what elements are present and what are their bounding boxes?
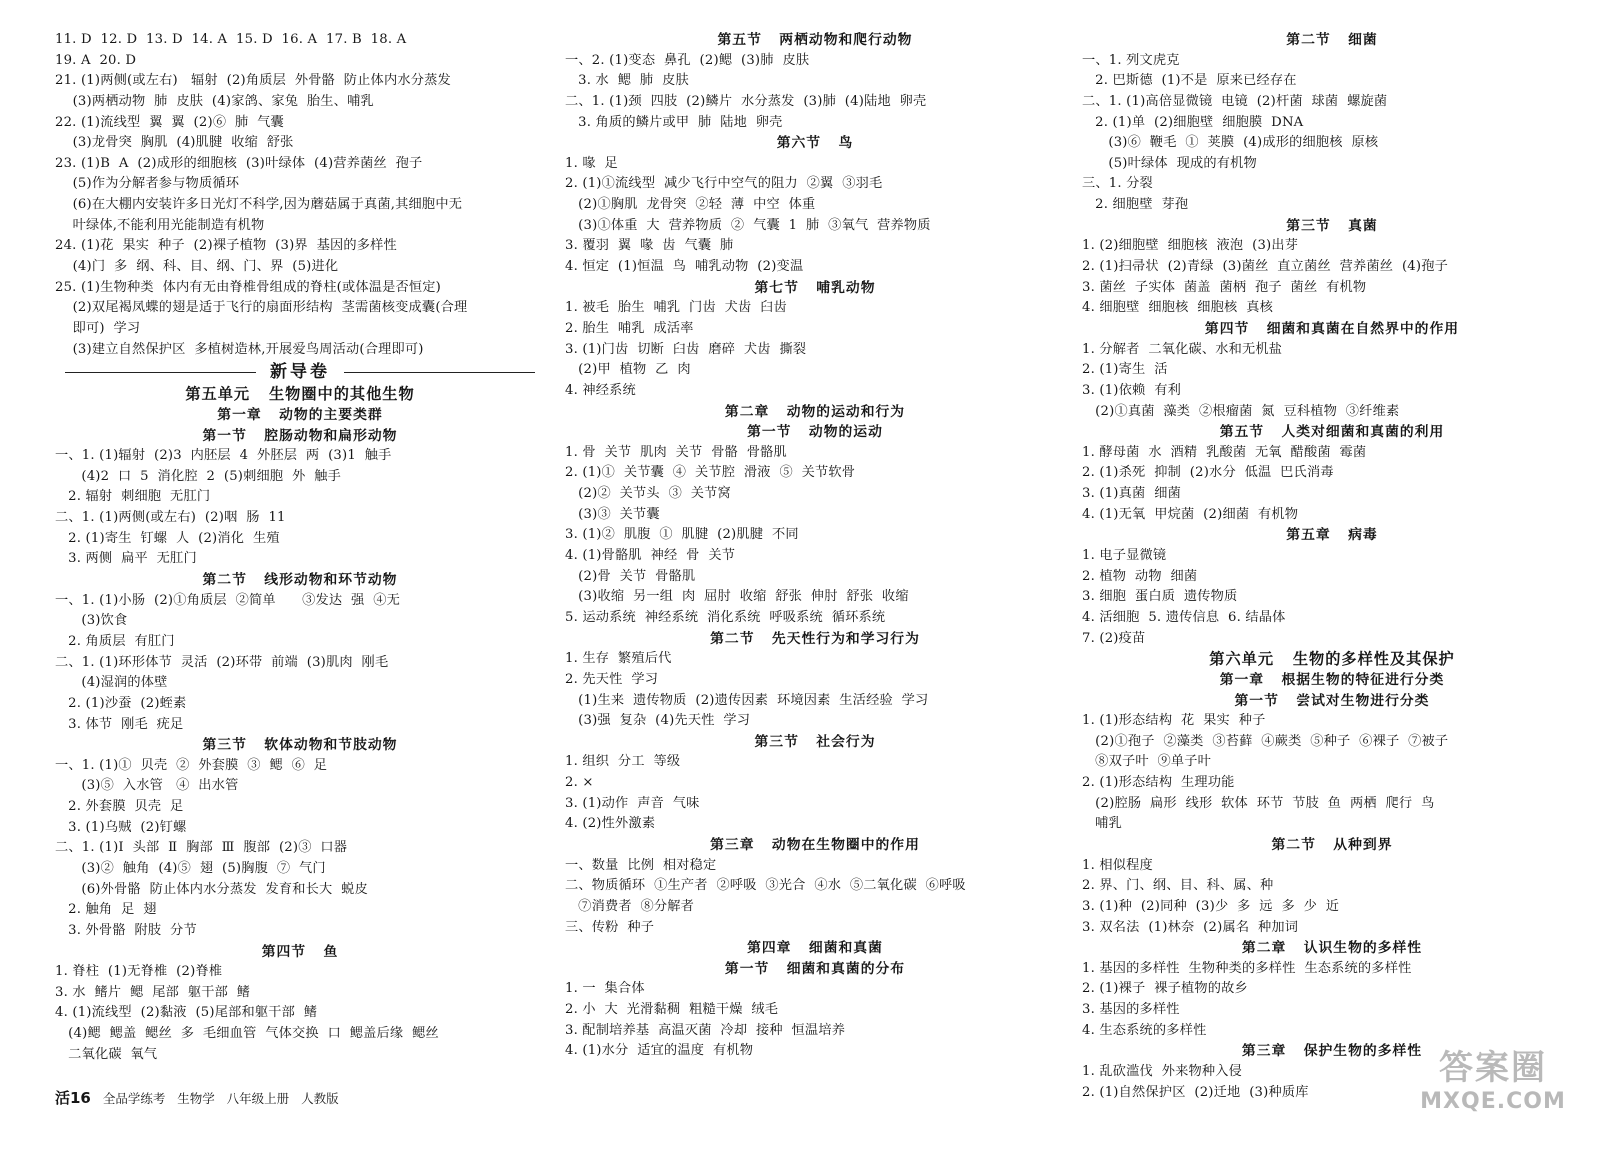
answer-column-right — [1082, 30, 1582, 1103]
answer-line: 22. (1)流线型 翼 翼 (2)⑥ 肺 气囊 — [55, 114, 284, 130]
answer-line: 4. 神经系统 — [565, 382, 636, 398]
answer-line: (3)③ 关节囊 — [565, 506, 660, 522]
section-heading: 第五节 两栖动物和爬行动物 — [717, 32, 913, 48]
section-heading: 第一章 动物的主要类群 — [217, 406, 383, 423]
answer-line: 2. 植物 动物 细菌 — [1082, 568, 1198, 584]
answer-line: 4. (1)水分 适宜的温度 有机物 — [565, 1043, 754, 1059]
section-heading: 第四节 鱼 — [261, 943, 339, 960]
watermark-text: 答案圈 — [1439, 1048, 1547, 1088]
answer-line: (2)①胸肌 龙骨突 ②轻 薄 中空 体重 — [565, 197, 816, 213]
answer-line: 7. (2)疫苗 — [1082, 630, 1146, 646]
answer-line: 2. 细胞壁 芽孢 — [1082, 197, 1189, 213]
answer-line: 3. 基因的多样性 — [1082, 1002, 1180, 1018]
answer-line: (4)鳃 鳃盖 鳃丝 多 毛细血管 气体交换 口 鳃盖后缘 鳃丝 — [55, 1026, 439, 1042]
answer-line: (3)② 触角 (4)⑤ 翅 (5)胸腹 ⑦ 气门 — [55, 860, 326, 876]
answer-line: 19. A 20. D — [55, 52, 137, 68]
answer-line: 4. (1)流线型 (2)黏液 (5)尾部和躯干部 鳍 — [55, 1005, 318, 1021]
answer-line: 二、1. (1)两侧(或左右) (2)咽 肠 11 — [55, 510, 286, 526]
answer-line: 即可) 学习 — [55, 320, 141, 336]
answer-line: (3)饮食 — [55, 613, 128, 629]
section-heading: 第五单元 生物圈中的其他生物 — [185, 385, 415, 404]
answer-line: 一、1. (1)小肠 (2)①角质层 ②简单 ③发达 强 ④无 — [55, 592, 401, 608]
answer-line: 二、1. (1)高倍显微镜 电镜 (2)杆菌 球菌 螺旋菌 — [1082, 93, 1388, 109]
answer-line: 二、1. (1)颈 四肢 (2)鳞片 水分蒸发 (3)肺 (4)陆地 卵壳 — [565, 93, 927, 109]
section-heading: 第一节 腔肠动物和扁形动物 — [202, 427, 398, 444]
answer-column-middle — [565, 30, 1065, 1062]
answer-line: (5)叶绿体 现成的有机物 — [1082, 155, 1257, 171]
answer-line: 3. 水 鳍片 鳃 尾部 躯干部 鳍 — [55, 984, 251, 1000]
answer-line: 1. 组织 分工 等级 — [565, 754, 681, 770]
section-heading: 第五章 病毒 — [1286, 527, 1378, 544]
answer-line: 2. 触角 足 翅 — [55, 902, 157, 918]
answer-line: 三、传粉 种子 — [565, 919, 655, 935]
section-heading: 第三章 保护生物的多样性 — [1241, 1043, 1423, 1060]
answer-line: 1. 生存 繁殖后代 — [565, 651, 672, 667]
book-info: 全品学练考 生物学 八年级上册 人教版 — [94, 1091, 339, 1106]
answer-line: 2. (1)扫帚状 (2)青绿 (3)菌丝 直立菌丝 营养菌丝 (4)孢子 — [1082, 259, 1448, 275]
answer-line: 3. 双名法 (1)林奈 (2)属名 种加词 — [1082, 919, 1299, 935]
answer-line: 3. 覆羽 翼 喙 齿 气囊 肺 — [565, 238, 734, 254]
answer-line: ⑧双子叶 ⑨单子叶 — [1082, 754, 1212, 770]
section-heading: 第二节 细菌 — [1286, 32, 1378, 48]
answer-line: 2. (1)①流线型 减少飞行中空气的阻力 ②翼 ③羽毛 — [565, 176, 883, 192]
section-heading: 第四节 细菌和真菌在自然界中的作用 — [1204, 320, 1460, 337]
answer-line: 2. (1)杀死 抑制 (2)水分 低温 巴氏消毒 — [1082, 465, 1334, 481]
section-heading: 第一节 尝试对生物进行分类 — [1234, 692, 1430, 709]
answer-line: 3. (1)真菌 细菌 — [1082, 486, 1181, 502]
section-heading: 第二章 动物的运动和行为 — [724, 403, 906, 420]
answer-line: (6)在大棚内安装许多日光灯不科学,因为蘑菇属于真菌,其细胞中无 — [55, 197, 463, 213]
answer-line: (3)龙骨突 胸肌 (4)肌腱 收缩 舒张 — [55, 135, 294, 151]
answer-line: 1. 一 集合体 — [565, 981, 645, 997]
section-heading: 第三节 真菌 — [1286, 217, 1378, 234]
answer-line: 一、1. 列文虎克 — [1082, 52, 1180, 68]
answer-line: (2)骨 关节 骨骼肌 — [565, 568, 696, 584]
answer-line: 1. 酵母菌 水 酒精 乳酸菌 无氧 醋酸菌 霉菌 — [1082, 444, 1367, 460]
section-heading: 第四章 细菌和真菌 — [747, 940, 883, 957]
answer-line: 3. 细胞 蛋白质 遗传物质 — [1082, 589, 1238, 605]
section-heading: 第三节 软体动物和节肢动物 — [202, 737, 398, 754]
answer-line: 2. × — [565, 775, 594, 791]
answer-line: (3)①体重 大 营养物质 ② 气囊 1 肺 ③氧气 营养物质 — [565, 217, 931, 233]
answer-line: 3. (1)乌贼 (2)钉螺 — [55, 819, 187, 835]
answer-line: 25. (1)生物种类 体内有无由脊椎骨组成的脊柱(或体温是否恒定) — [55, 279, 442, 295]
answer-line: (4)湿润的体壁 — [55, 675, 168, 691]
answer-line: (5)作为分解者参与物质循环 — [55, 176, 240, 192]
answer-line: 一、数量 比例 相对稳定 — [565, 857, 717, 873]
answer-line: 一、1. (1)辐射 (2)3 内胚层 4 外胚层 两 (3)1 触手 — [55, 448, 392, 464]
answer-line: 2. 角质层 有肛门 — [55, 633, 175, 649]
answer-line: 4. 恒定 (1)恒温 鸟 哺乳动物 (2)变温 — [565, 259, 804, 275]
watermark-logo — [1418, 1040, 1568, 1140]
page-number: 活16 — [55, 1089, 91, 1107]
section-heading: 第五节 人类对细菌和真菌的利用 — [1219, 424, 1445, 441]
answer-line: 二、物质循环 ①生产者 ②呼吸 ③光合 ④水 ⑤二氧化碳 ⑥呼吸 — [565, 878, 966, 894]
answer-line: 2. (1)单 (2)细胞壁 细胞膜 DNA — [1082, 114, 1304, 130]
section-heading: 第六节 鸟 — [776, 135, 854, 152]
answer-line: 1. 基因的多样性 生物种类的多样性 生态系统的多样性 — [1082, 960, 1412, 976]
answer-line: 3. 菌丝 子实体 菌盖 菌柄 孢子 菌丝 有机物 — [1082, 279, 1367, 295]
answer-line: 1. 相似程度 — [1082, 857, 1153, 873]
section-heading: 第三节 社会行为 — [754, 733, 876, 750]
answer-line: 3. (1)种 (2)同种 (3)少 多 远 多 少 近 — [1082, 898, 1340, 914]
answer-line: 2. (1)自然保护区 (2)迁地 (3)种质库 — [1082, 1084, 1309, 1100]
answer-line: (3)两栖动物 肺 皮肤 (4)家鸽、家兔 胎生、哺乳 — [55, 93, 374, 109]
answer-line: (6)外骨骼 防止体内水分蒸发 发育和长大 蜕皮 — [55, 881, 368, 897]
section-heading: 第三章 动物在生物圈中的作用 — [710, 836, 920, 853]
answer-line: (3)收缩 另一组 肉 屈肘 收缩 舒张 伸肘 舒张 收缩 — [565, 589, 909, 605]
answer-line: (2)② 关节头 ③ 关节窝 — [565, 486, 731, 502]
answer-line: 3. (1)门齿 切断 臼齿 磨碎 犬齿 撕裂 — [565, 341, 807, 357]
answer-line: 1. 乱砍滥伐 外来物种入侵 — [1082, 1064, 1243, 1080]
answer-line: 24. (1)花 果实 种子 (2)裸子植物 (3)界 基因的多样性 — [55, 238, 397, 254]
answer-line: 2. 界、门、纲、目、科、属、种 — [1082, 878, 1274, 894]
answer-line: 1. (2)细胞壁 细胞核 液泡 (3)出芽 — [1082, 238, 1299, 254]
answer-line: 3. 配制培养基 高温灭菌 冷却 接种 恒温培养 — [565, 1022, 846, 1038]
answer-line: 1. 被毛 胎生 哺乳 门齿 犬齿 臼齿 — [565, 300, 787, 316]
answer-line: 叶绿体,不能利用光能制造有机物 — [55, 217, 265, 233]
section-heading: 第一节 动物的运动 — [747, 424, 883, 441]
answer-line: 23. (1)B A (2)成形的细胞核 (3)叶绿体 (4)营养菌丝 孢子 — [55, 155, 423, 171]
answer-line: 2. 胎生 哺乳 成活率 — [565, 320, 694, 336]
answer-column-left — [55, 30, 545, 1065]
answer-line: 2. 辐射 刺细胞 无肛门 — [55, 489, 211, 505]
answer-line: 1. 分解者 二氧化碳、水和无机盐 — [1082, 341, 1283, 357]
answer-line: (2)双尾褐凤蝶的翅是适于飞行的扇面形结构 茎需菌核变成囊(合理 — [55, 300, 468, 316]
answer-line: 二氧化碳 氧气 — [55, 1046, 158, 1062]
answer-line: 2. 先天性 学习 — [565, 671, 659, 687]
answer-line: 三、1. 分裂 — [1082, 176, 1153, 192]
answer-line: 2. (1)寄生 活 — [1082, 362, 1168, 378]
answer-line: 一、2. (1)变态 鼻孔 (2)鳃 (3)肺 皮肤 — [565, 52, 810, 68]
answer-line: (3)建立自然保护区 多植树造林,开展爱鸟周活动(合理即可) — [55, 341, 424, 357]
banner-title: 新导卷 — [256, 362, 344, 382]
section-heading: 第一节 细菌和真菌的分布 — [724, 960, 906, 977]
answer-line: (1)生来 遗传物质 (2)遗传因素 环境因素 生活经验 学习 — [565, 692, 929, 708]
answer-line: 1. 喙 足 — [565, 155, 618, 171]
section-heading: 第一章 根据生物的特征进行分类 — [1219, 671, 1445, 688]
answer-line: (2)①真菌 藻类 ②根瘤菌 氮 豆科植物 ③纤维素 — [1082, 403, 1400, 419]
answer-line: 3. 角质的鳞片或甲 肺 陆地 卵壳 — [565, 114, 783, 130]
section-heading: 第二章 认识生物的多样性 — [1241, 940, 1423, 957]
answer-line: 1. (1)形态结构 花 果实 种子 — [1082, 713, 1266, 729]
answer-line: (2)①孢子 ②藻类 ③苔藓 ④蕨类 ⑤种子 ⑥裸子 ⑦被子 — [1082, 733, 1449, 749]
section-heading: 第二节 线形动物和环节动物 — [202, 572, 398, 589]
section-heading: 第六单元 生物的多样性及其保护 — [1209, 650, 1455, 669]
answer-line: 3. (1)依赖 有利 — [1082, 382, 1181, 398]
answer-line: 2. (1)形态结构 生理功能 — [1082, 775, 1235, 791]
answer-line: (2)腔肠 扁形 线形 软体 环节 节肢 鱼 两栖 爬行 鸟 — [1082, 795, 1435, 811]
answer-line: (3)⑤ 入水管 ④ 出水管 — [55, 778, 239, 794]
answer-line: (4)2 口 5 消化腔 2 (5)刺细胞 外 触手 — [55, 468, 342, 484]
answer-line: 2. (1)裸子 裸子植物的故乡 — [1082, 981, 1248, 997]
answer-line: 1. 电子显微镜 — [1082, 548, 1167, 564]
answer-line: (3)强 复杂 (4)先天性 学习 — [565, 713, 751, 729]
section-heading: 第七节 哺乳动物 — [754, 279, 876, 296]
answer-line: 3. 体节 刚毛 疣足 — [55, 716, 184, 732]
answer-line: 哺乳 — [1082, 816, 1122, 832]
answer-line: 2. (1)沙蚕 (2)蛭素 — [55, 695, 187, 711]
answer-line: 4. (1)骨骼肌 神经 骨 关节 — [565, 548, 736, 564]
answer-line: 2. 外套膜 贝壳 足 — [55, 799, 184, 815]
answer-line: (4)门 多 纲、科、目、纲、门、界 (5)进化 — [55, 259, 339, 275]
answer-line: (2)甲 植物 乙 肉 — [565, 362, 691, 378]
answer-line: 3. 两侧 扁平 无肛门 — [55, 551, 197, 567]
answer-line: 3. (1)动作 声音 气味 — [565, 795, 700, 811]
answer-line: 5. 运动系统 神经系统 消化系统 呼吸系统 循环系统 — [565, 609, 886, 625]
answer-line: 3. 水 鳃 肺 皮肤 — [565, 73, 689, 89]
answer-line: 二、1. (1)Ⅰ 头部 Ⅱ 胸部 Ⅲ 腹部 (2)③ 口器 — [55, 840, 348, 856]
answer-line: 2. (1)寄生 钉螺 人 (2)消化 生殖 — [55, 530, 280, 546]
answer-line: 2. 小 大 光滑黏稠 粗糙干燥 绒毛 — [565, 1002, 779, 1018]
answer-line: 11. D 12. D 13. D 14. A 15. D 16. A 17. B 18. A — [55, 32, 407, 47]
answer-line: 4. 生态系统的多样性 — [1082, 1022, 1207, 1038]
answer-line: 3. (1)② 肌腹 ① 肌腱 (2)肌腱 不同 — [565, 527, 799, 543]
answer-line: 4. (2)性外激素 — [565, 816, 656, 832]
answer-line: 4. (1)无氧 甲烷菌 (2)细菌 有机物 — [1082, 506, 1299, 522]
answer-line: (3)⑥ 鞭毛 ① 荚膜 (4)成形的细胞核 原核 — [1082, 135, 1379, 151]
answer-line: 3. 外骨骼 附肢 分节 — [55, 922, 197, 938]
answer-line: 1. 脊柱 (1)无脊椎 (2)脊椎 — [55, 964, 223, 980]
answer-line: 一、1. (1)① 贝壳 ② 外套膜 ③ 鳃 ⑥ 足 — [55, 757, 328, 773]
answer-line: 21. (1)两侧(或左右) 辐射 (2)角质层 外骨骼 防止体内水分蒸发 — [55, 73, 451, 89]
answer-line: 4. 活细胞 5. 遗传信息 6. 结晶体 — [1082, 609, 1286, 625]
answer-line: 2. (1)① 关节囊 ④ 关节腔 滑液 ⑤ 关节软骨 — [565, 465, 856, 481]
page-footer — [55, 1087, 339, 1108]
section-heading: 第二节 先天性行为和学习行为 — [710, 630, 920, 647]
answer-line: 1. 骨 关节 肌肉 关节 骨骼 骨骼肌 — [565, 444, 787, 460]
section-banner — [55, 360, 545, 384]
answer-line: 二、1. (1)环形体节 灵活 (2)环带 前端 (3)肌肉 刚毛 — [55, 654, 389, 670]
section-heading: 第二节 从种到界 — [1271, 836, 1393, 853]
watermark-url: MXQE.COM — [1420, 1089, 1566, 1114]
answer-line: 4. 细胞壁 细胞核 细胞核 真核 — [1082, 300, 1273, 316]
answer-line: ⑦消费者 ⑧分解者 — [565, 898, 695, 914]
answer-line: 2. 巴斯德 (1)不是 原来已经存在 — [1082, 73, 1297, 89]
